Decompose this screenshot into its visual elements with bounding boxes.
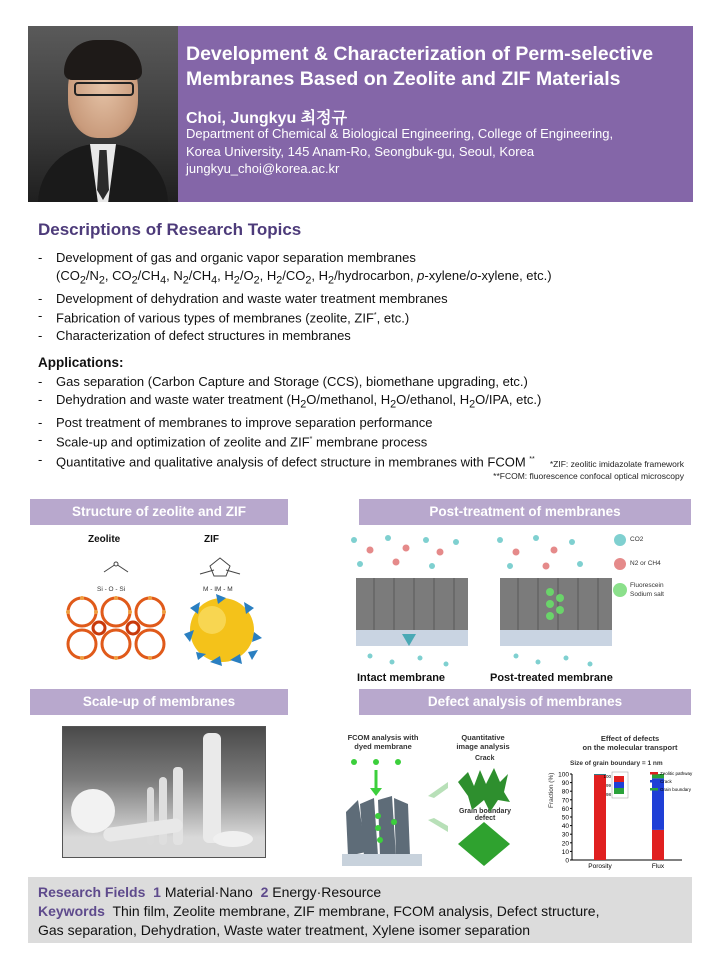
zif-label: ZIF [204, 534, 219, 545]
applications-heading: Applications: [38, 355, 124, 370]
chart-ylabel: Fraction (%) [548, 772, 555, 808]
x-tick-label: Flux [651, 863, 665, 870]
keywords-line2: Gas separation, Dehydration, Waste water treatment, Xylene isomer separation [38, 922, 531, 938]
legend-swatch [650, 780, 658, 783]
profile-photo [28, 26, 178, 202]
post-treatment-panel-title: Post-treatment of membranes [359, 499, 691, 525]
legend-label: Grain boundary [660, 787, 692, 792]
inset-grain [614, 788, 624, 794]
inset-crack [614, 782, 624, 788]
defect-fraction-chart [548, 768, 698, 872]
list-item: - Quantitative and qualitative analysis of defect structure in membranes with FCOM ** [38, 451, 698, 471]
footnote-zif: *ZIF: zeolitic imidazolate framework [549, 459, 684, 469]
author-email: jungkyu_choi@korea.ac.kr [186, 161, 340, 176]
legend-label: Zeolitic pathway [660, 771, 693, 776]
fcom-analysis-illustration [338, 752, 538, 870]
y-tick-label: 20 [561, 840, 569, 848]
field-material-nano: Material·Nano [164, 884, 253, 900]
quantitative-analysis-label: Quantitative image analysis [456, 733, 510, 751]
keywords-label: Keywords [38, 903, 105, 919]
author-name: Choi, Jungkyu 최정규 [186, 110, 348, 127]
legend-n2: N2 or CH4 [630, 560, 661, 567]
y-tick-label: 30 [561, 831, 569, 839]
bar-zeolitic-pathway [652, 830, 664, 860]
y-tick-label: 70 [561, 797, 569, 805]
legend-sodium-salt: Sodium salt [630, 591, 664, 598]
effect-of-defects-title: Effect of defects on the molecular transport [582, 734, 678, 752]
research-fields-keywords-box: Research Fields 1 Material·Nano 2 Energy·Resource Keywords Thin film, Zeolite membrane, ZIF membrane, FCOM analysis, Defect structure, Gas separation, Dehydration, Waste water treatment, Xylene isomer separation [28, 877, 692, 943]
list-item: - Post treatment of membranes to improve separation performance [38, 414, 698, 432]
post-treated-membrane-caption: Post-treated membrane [490, 672, 613, 684]
zeolite-label: Zeolite [88, 534, 121, 545]
descriptions-heading: Descriptions of Research Topics [38, 220, 302, 239]
zeolite-zif-structure-illustration [60, 552, 280, 682]
field-energy-resource: Energy·Resource [272, 884, 382, 900]
legend-co2: CO2 [630, 536, 644, 543]
list-item: - Characterization of defect structures in membranes [38, 327, 698, 345]
zif-formula: M - IM - M [203, 586, 233, 593]
keywords-line1: Thin film, Zeolite membrane, ZIF membrane, FCOM analysis, Defect structure, [112, 903, 600, 919]
inset-tick-label: 98 [605, 792, 611, 797]
header-banner [28, 26, 693, 202]
list-item: - Development of gas and organic vapor separation membranes ($CO_2/N_2$, $CO_2/CH_4$, $N_2/CH_4$, $H_2/O_2$, $H_2/CO_2$, $H_2$/hydrocarbon, p-xylene/o-xylene, etc.) [38, 249, 698, 290]
legend-swatch [650, 788, 658, 791]
legend-swatch [650, 772, 658, 775]
footnote-fcom: **FCOM: fluorescence confocal optical microscopy [493, 471, 684, 481]
y-tick-label: 0 [565, 857, 569, 865]
y-tick-label: 80 [561, 788, 569, 796]
page-title: Development & Characterization of Perm-selective Membranes Based on Zeolite and ZIF Materials [186, 43, 654, 90]
intact-membrane-caption: Intact membrane [357, 672, 446, 684]
legend-label: Crack [660, 779, 672, 784]
legend-fluorescein: Fluorescein [630, 582, 664, 589]
list-item: - Development of dehydration and waste water treatment membranes [38, 290, 698, 308]
list-item: - Dehydration and waste water treatment ($H_2O$/methanol, $H_2O$/ethanol, $H_2O$/IPA, etc.) [38, 391, 698, 414]
post-treatment-illustration [340, 530, 630, 670]
y-tick-label: 100 [558, 771, 569, 779]
fcom-analysis-label: FCOM analysis with dyed membrane [347, 733, 419, 751]
author-affiliation: Department of Chemical & Biological Engineering, College of Engineering, Korea University, 145 Anam-Ro, Seongbuk-gu, Seoul, Korea [186, 126, 614, 159]
structure-panel-title: Structure of zeolite and ZIF [30, 499, 288, 525]
inset-zeolitic [614, 776, 624, 782]
defect-panel-title: Defect analysis of membranes [359, 689, 691, 715]
scaleup-panel-title: Scale-up of membranes [30, 689, 288, 715]
applications-list [38, 373, 698, 471]
grain-boundary-label: Grain boundary defect [458, 808, 512, 822]
crack-label: Crack [475, 755, 495, 762]
list-item: - Gas separation (Carbon Capture and Storage (CCS), biomethane upgrading, etc.) [38, 373, 698, 391]
y-tick-label: 40 [561, 823, 569, 831]
y-tick-label: 90 [561, 780, 569, 788]
x-tick-label: Porosity [588, 863, 612, 870]
y-tick-label: 10 [561, 848, 569, 856]
bar-zeolitic-pathway [594, 775, 606, 860]
list-item: - Scale-up and optimization of zeolite and ZIF* membrane process [38, 431, 698, 451]
list-item: - Fabrication of various types of membranes (zeolite, ZIF*, etc.) [38, 307, 698, 327]
descriptions-list [38, 249, 698, 344]
inset-tick-label: 100 [603, 774, 611, 779]
chart-subtitle: Size of grain boundary = 1 nm [570, 760, 663, 767]
scaleup-membranes-photo [62, 726, 266, 858]
research-fields-label: Research Fields [38, 884, 146, 900]
inset-tick-label: 99 [605, 783, 611, 788]
y-tick-label: 60 [561, 805, 569, 813]
y-tick-label: 50 [561, 814, 569, 822]
zeolite-formula: Si - O - Si [97, 586, 126, 593]
